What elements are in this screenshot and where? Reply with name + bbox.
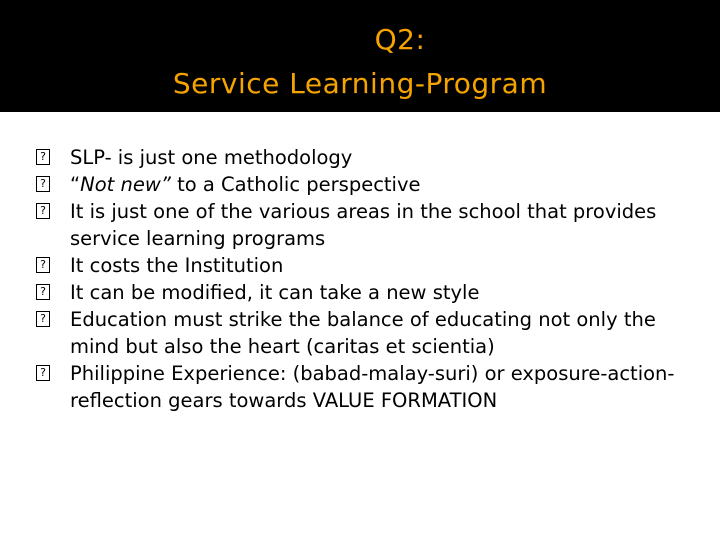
missing-glyph-box-icon [36,365,50,381]
bullet-text: It is just one of the various areas in the school that provides service learning programs [70,200,657,250]
bullet-text: It costs the Institution [70,254,284,277]
bullet-text: SLP- is just one methodology [70,146,353,169]
bullet-item [30,198,690,252]
slide-title [0,18,720,106]
missing-glyph-box-icon [36,176,50,192]
bullet-text-prefix: “ [70,173,81,196]
missing-glyph-box-icon [36,257,50,273]
bullet-text: Education must strike the balance of educating not only the mind but also the heart (caritas et scientia) [70,308,656,358]
bullet-item [30,252,690,279]
bullet-text-suffix: to a Catholic perspective [170,173,421,196]
title-line-2: Service Learning-Program [172,67,548,100]
bullet-item [30,306,690,360]
bullet-text: It can be modified, it can take a new style [70,281,480,304]
missing-glyph-box-icon [36,284,50,300]
missing-glyph-box-icon [36,203,50,219]
bullet-list [30,144,690,414]
bullet-item [30,360,690,414]
missing-glyph-box-icon [36,149,50,165]
title-line-1: Q2: [374,23,426,56]
title-bar [0,0,720,112]
missing-glyph-box-icon [36,311,50,327]
bullet-item [30,279,690,306]
bullet-item [30,144,690,171]
bullet-text-italic: Not new” [80,173,171,196]
bullet-item [30,171,690,198]
bullet-text: Philippine Experience: (babad-malay-suri) or exposure-action-reflection gears towards VALUE FORMATION [70,362,675,412]
